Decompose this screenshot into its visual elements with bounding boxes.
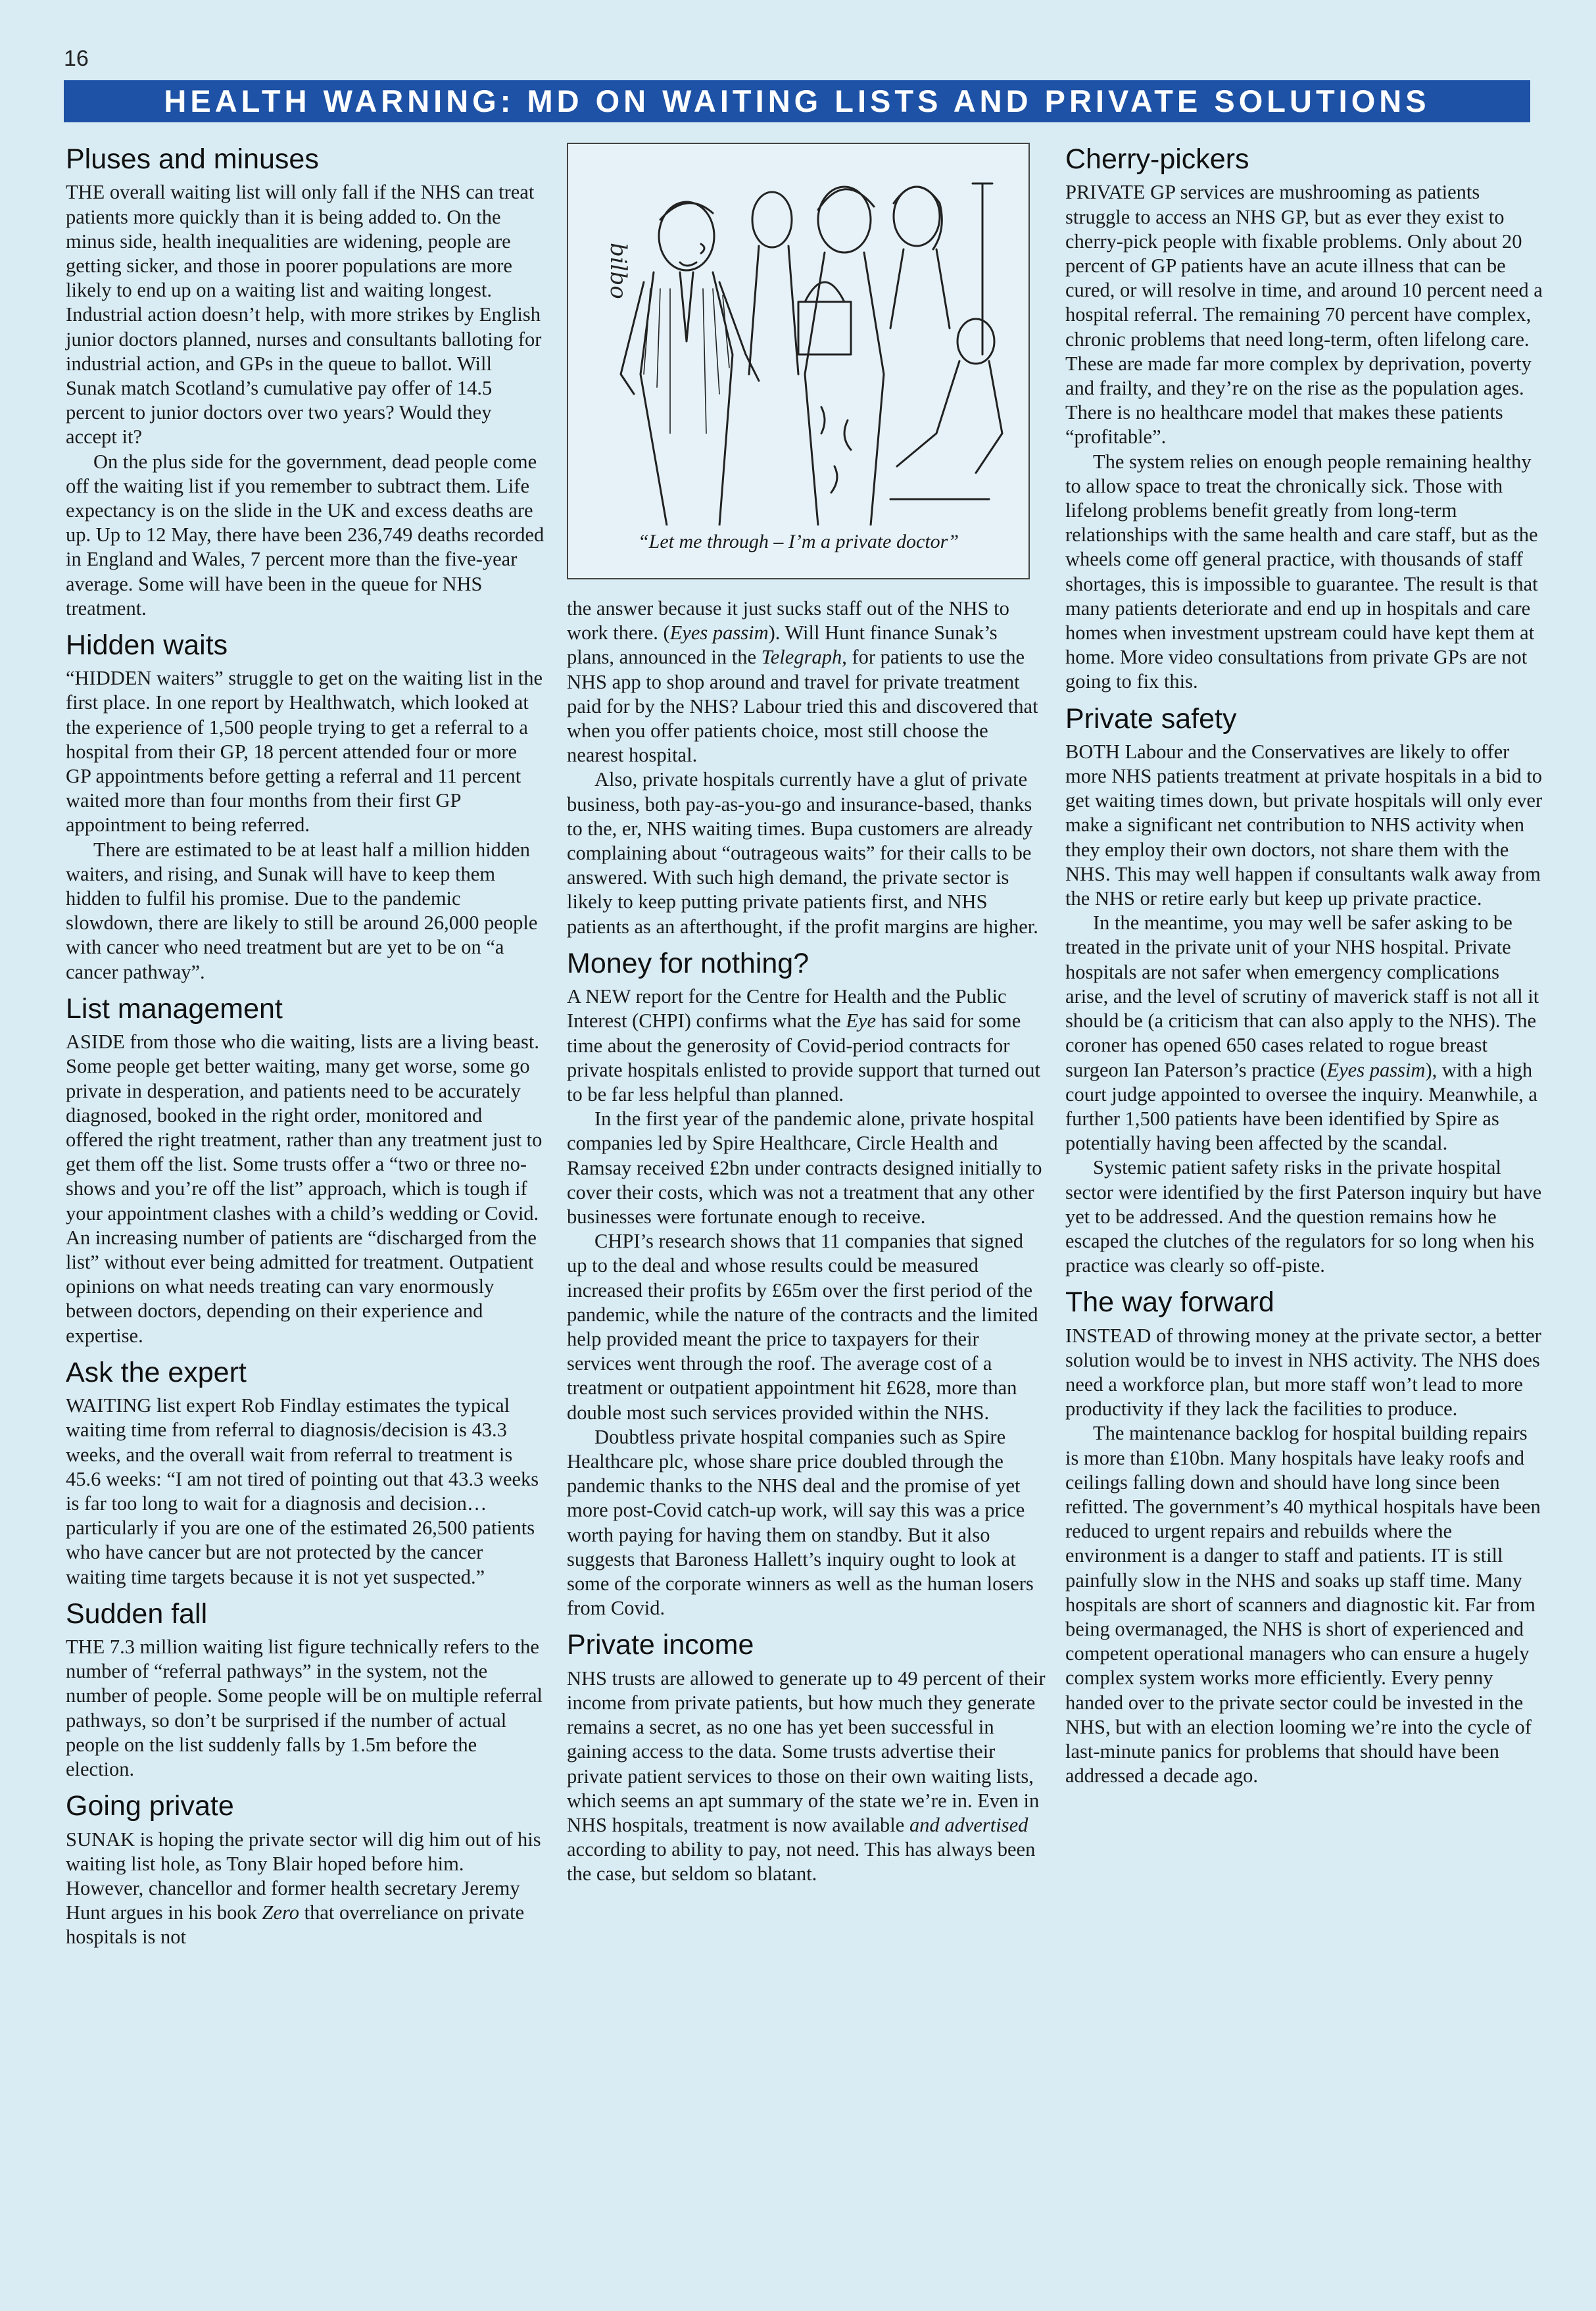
text-run: In the meantime, you may well be safer asking to be treated in the private unit of your NHS hospital. Private hospitals are not safer when emergency complications arise, and the level of scrutiny of maverick staff is not all it should be (a criticism that can also apply to the NHS). The coroner has opened 650 cases related to rogue breast surgeon Ian Paterson’s practice ( — [1065, 912, 1539, 1081]
heading-cherry-pickers: Cherry-pickers — [1065, 143, 1249, 175]
text-run: ). Will Hunt finance Sunak’s plans, announced in the — [567, 621, 998, 669]
paragraph: ASIDE from those who die waiting, lists are a living beast. Some people get better waiting, many get worse, some go private in desperation, and patients need to be accurately diagnosed, booked in the right order, monitored and offered the right treatment, rather than any treatment just to get them off the list. Some trusts offer a “two or three no-shows and you’re off the list” approach, which is tough if your appointment clashes with a child’s wedding or Covid. An increasing number of patients are “discharged from the list” without ever being admitted for treatment. Outpatient opinions on what needs treating can vary enormously between doctors, depending on their experience and expertise. — [66, 1031, 543, 1347]
italic-text: Telegraph — [761, 646, 842, 669]
paragraph: Doubtless private hospital companies such as Spire Healthcare plc, whose share price doubled through the pandemic thanks to the NHS deal and the promise of yet more post-Covid catch-up work, will say this was a price worth paying for having them on standby. But it also suggests that Baroness Hallett’s inquiry ought to look at some of the corporate winners as well as the human losers from Covid. — [567, 1425, 1034, 1620]
text-run: , for patients to use the NHS app to shop around and travel for private treatment paid for by the NHS? Labour tried this and discovered that when you offer patients choice, most still choose the nearest hospital. — [567, 646, 1038, 767]
cartoonist-signature: bilbo — [605, 243, 631, 299]
column-3 — [1065, 135, 1544, 1788]
italic-text: and advertised — [909, 1813, 1028, 1836]
cartoon — [567, 143, 1030, 579]
text-run: NHS trusts are allowed to generate up to 49 percent of their income from private patients, but how much they generate remains a secret, as no one has yet been successful in gaining access to the data. Some trusts advertise their private patient services to those on their own waiting lists, which seems an apt summary of the state we’re in. Even in NHS hospitals, treatment is now available — [567, 1666, 1046, 1836]
paragraph: THE 7.3 million waiting list figure technically refers to the number of “referral pathways” in the system, not the number of people. Some people will be on multiple referral pathways, so don’t be surprised if the number of actual people on the list suddenly falls by 1.5m before the election. — [66, 1636, 543, 1781]
italic-text: Eyes passim — [1326, 1058, 1426, 1081]
text-run: A NEW report for the Centre for Health and the Public Interest (CHPI) confirms what the — [567, 985, 1007, 1033]
page-number: 16 — [64, 46, 89, 71]
book-title: Zero — [262, 1901, 299, 1924]
heading-money-for-nothing: Money for nothing? — [567, 947, 810, 979]
paragraph — [567, 596, 1046, 767]
column-2 — [567, 135, 1046, 1887]
paragraph: The maintenance backlog for hospital building repairs is more than £10bn. Many hospitals have leaky roofs and ceilings falling down and should have long since been refitted. The government’s 40 mythical hospitals have been reduced to urgent repairs and rebuilds where the environment is a danger to staff and patients. IT is still painfully slow in the NHS and soaks up staff time. Many hospitals are short of scanners and diagnostic kit. Far from being overmanaged, the NHS is short of experienced and competent operational managers who can ensure a hugely complex system works more efficiently. Every penny handed over to the private sector could be invested in the NHS, but with an election looming we’re into the cycle of last-minute panics for problems that should have been addressed a decade ago. — [1065, 1422, 1541, 1788]
text-run: according to ability to pay, not need. This has always been the case, but seldom so blatant. — [567, 1838, 1036, 1885]
paragraph: PRIVATE GP services are mushrooming as patients struggle to access an NHS GP, but as ever they exist to cherry-pick people with fixable problems. Only about 20 percent of GP patients have an acute illness that can be cured, or will resolve in time, and around 10 percent need a hospital referral. The remaining 70 percent have complex, chronic problems that need long-term, often lifelong care. These are made far more complex by deprivation, poverty and frailty, and they’re on the rise as the population ages. There is no healthcare model that makes these patients “profitable”. — [1065, 181, 1543, 449]
paragraph: WAITING list expert Rob Findlay estimates the typical waiting time from referral to diagnosis/decision is 43.3 weeks, and the overall wait from referral to treatment is 45.6 weeks: “I am not tired of pointing out that 43.3 weeks is far too long to wait for a diagnosis and decision… particularly if you are one of the estimated 26,500 patients who have cancer but are not protected by the cancer waiting time targets because it is not yet suspected.” — [66, 1394, 539, 1588]
paragraph — [1065, 911, 1544, 1156]
paragraph: In the first year of the pandemic alone, private hospital companies led by Spire Healthcare, Circle Health and Ramsay received £2bn under contracts designed initially to cover their costs, which was not a treatment that any other businesses were fortunate enough to receive. — [567, 1107, 1042, 1228]
text-run: ), with a high court judge appointed to oversee the inquiry. Meanwhile, a further 1,500 patients have been identified by Spire as potentially having been affected by the scandal. — [1065, 1058, 1537, 1155]
paragraph: “HIDDEN waiters” struggle to get on the waiting list in the first place. In one report by Healthwatch, which looked at the experience of 1,500 people trying to get a referral to a hospital from their GP, 18 percent attended four or more GP appointments before getting a referral and 11 percent waited more than four months from their first GP appointment to being referred. — [66, 667, 543, 837]
paragraph: THE overall waiting list will only fall if the NHS can treat patients more quickly than it is being added to. On the minus side, health inequalities are widening, people are getting sicker, and those in poorer populations are more likely to end up on a waiting list and waiting longest. Industrial action doesn’t help, with more strikes by English junior doctors planned, nurses and consultants balloting for industrial action, and GPs in the queue to ballot. Will Sunak match Scotland’s cumulative pay offer of 14.5 percent to junior doctors over two years? Would they accept it? — [66, 181, 542, 449]
section-banner: HEALTH WARNING: MD ON WAITING LISTS AND PRIVATE SOLUTIONS — [64, 80, 1530, 122]
paragraph: Systemic patient safety risks in the private hospital sector were identified by the first Paterson inquiry but have yet to be addressed. And the question remains how he escaped the clutches of the regulators for so long when his practice was clearly so off-piste. — [1065, 1156, 1542, 1277]
paragraph — [567, 1666, 1046, 1887]
heading-pluses-and-minuses: Pluses and minuses — [66, 143, 319, 175]
text-run: has said for some time about the generosity of Covid-period contracts for private hospitals enlisted to provide support that turned out to be far less helpful than planned. — [567, 1010, 1041, 1106]
paragraph: There are estimated to be at least half a million hidden waiters, and rising, and Sunak will have to keep them hidden to fulfil his promise. Due to the pandemic slowdown, there are likely to still be around 26,000 people with cancer who need treatment but are yet to be on “a cancer pathway”. — [66, 838, 538, 983]
paragraph — [567, 985, 1046, 1107]
paragraph: BOTH Labour and the Conservatives are likely to offer more NHS patients treatment at private hospitals in a bid to get waiting times down, but private hospitals will only ever make a significant net contribution to NHS activity when they employ their own doctors, not share them with the NHS. This may well happen if consultants walk away from the NHS or retire early but keep up private practice. — [1065, 740, 1543, 910]
text-run: that overreliance on private hospitals is not — [66, 1901, 525, 1949]
heading-the-way-forward: The way forward — [1065, 1286, 1274, 1319]
heading-ask-the-expert: Ask the expert — [66, 1356, 247, 1388]
cartoon-caption: “Let me through – I’m a private doctor” — [637, 531, 959, 552]
column-1 — [66, 135, 544, 1950]
heading-sudden-fall: Sudden fall — [66, 1597, 208, 1630]
text-run: the answer because it just sucks staff out of the NHS to work there. ( — [567, 597, 1009, 645]
heading-private-safety: Private safety — [1065, 702, 1237, 735]
paragraph: CHPI’s research shows that 11 companies that signed up to the deal and whose results could be measured increased their profits by £65m over the first period of the pandemic, while the nature of the contracts and the limited help provided meant the price to taxpayers for their services went through the roof. The average cost of a treatment or outpatient appointment hit £628, more than double most such services provided within the NHS. — [567, 1230, 1038, 1424]
italic-text: Eyes passim — [669, 621, 769, 645]
paragraph: The system relies on enough people remaining healthy to allow space to treat the chronically sick. Those with lifelong problems benefit greatly from long-term relationships with the same health and care staff, but as the wheels come off general practice, with thousands of staff shortages, this is impossible to guarantee. The result is that many patients deteriorate and end up in hospitals and care homes when investment upstream could have kept them at home. More video consultations from private GPs are not going to fix this. — [1065, 450, 1538, 693]
paragraph: On the plus side for the government, dead people come off the waiting list if you remember to subtract them. Life expectancy is on the slide in the UK and excess deaths are up. Up to 12 May, there have been 236,749 deaths recorded in England and Wales, 7 percent more than the five-year average. Some will have been in the queue for NHS treatment. — [66, 450, 544, 620]
heading-private-income: Private income — [567, 1629, 754, 1661]
heading-list-management: List management — [66, 992, 283, 1025]
paragraph: Also, private hospitals currently have a glut of private business, both pay-as-you-go and insurance-based, thanks to the, er, NHS waiting times. Bupa customers are already complaining about “outrageous waits” for their calls to be answered. With such high demand, the private sector is likely to keep putting private patients first, and NHS patients as an afterthought, if the profit margins are higher. — [567, 768, 1038, 938]
paragraph: INSTEAD of throwing money at the private sector, a better solution would be to invest in NHS activity. The NHS does need a workforce plan, but more staff won’t lead to more productivity if they lack the facilities to produce. — [1065, 1324, 1541, 1421]
text-run: SUNAK is hoping the private sector will dig him out of his waiting list hole, as Tony Blair hoped before him. However, chancellor and former health secretary Jeremy Hunt argues in his book — [66, 1828, 541, 1924]
heading-hidden-waits: Hidden waits — [66, 629, 228, 661]
italic-text: Eye — [846, 1010, 877, 1033]
paragraph — [66, 1828, 544, 1950]
heading-going-private: Going private — [66, 1790, 234, 1822]
cartoon-drawing — [581, 157, 1015, 525]
